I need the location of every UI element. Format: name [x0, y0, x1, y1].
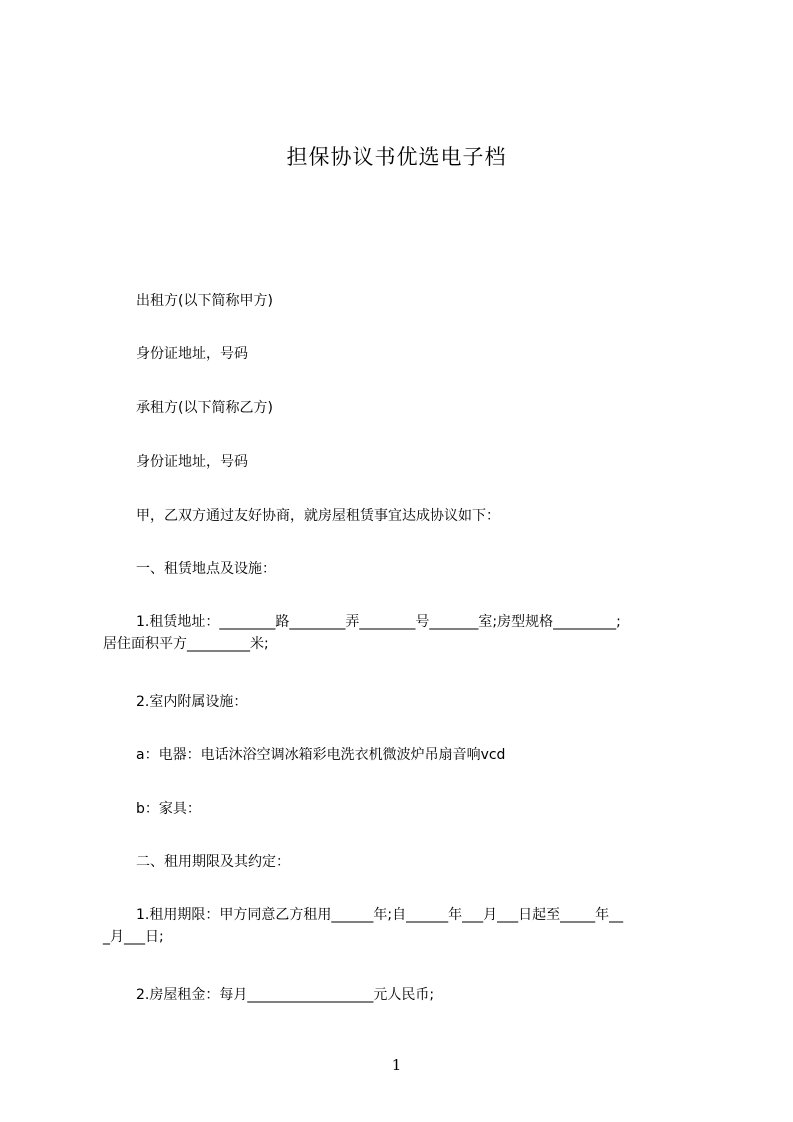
- lessor-id-line: 身份证地址，号码: [136, 346, 248, 362]
- clause-2-1: [103, 904, 703, 948]
- clause-2-1-line-2: _月___日;: [103, 929, 164, 945]
- clause-2-1-line-1: 1.租用期限：甲方同意乙方租用______年;自______年___月___日起至_____年__: [136, 907, 624, 923]
- section-heading-2: 二、租用期限及其约定：: [136, 854, 290, 870]
- clause-1-2-a: a：电器：电话沐浴空调冰箱彩电洗衣机微波炉吊扇音响vcd: [136, 747, 506, 763]
- clause-1-2: 2.室内附属设施：: [136, 694, 248, 710]
- clause-1-1: [103, 611, 703, 655]
- clause-1-1-line-2: 居住面积平方_________米;: [103, 636, 269, 652]
- clause-1-2-b: b：家具：: [136, 801, 201, 817]
- page-number: 1: [391, 1056, 402, 1074]
- document-title: 担保协议书优选电子档: [286, 145, 507, 169]
- lessee-id-line: 身份证地址，号码: [136, 454, 248, 470]
- lessor-line: 出租方(以下简称甲方): [136, 293, 273, 309]
- section-heading-1: 一、租赁地点及设施：: [136, 561, 276, 577]
- clause-1-1-line-1: 1.租赁地址：________路________弄________号_______室;房型规格_________;: [136, 614, 621, 630]
- agreement-intro: 甲，乙双方通过友好协商，就房屋租赁事宜达成协议如下：: [136, 508, 500, 524]
- clause-2-2: 2.房屋租金：每月__________________元人民币;: [136, 987, 435, 1003]
- lessee-line: 承租方(以下简称乙方): [136, 400, 273, 416]
